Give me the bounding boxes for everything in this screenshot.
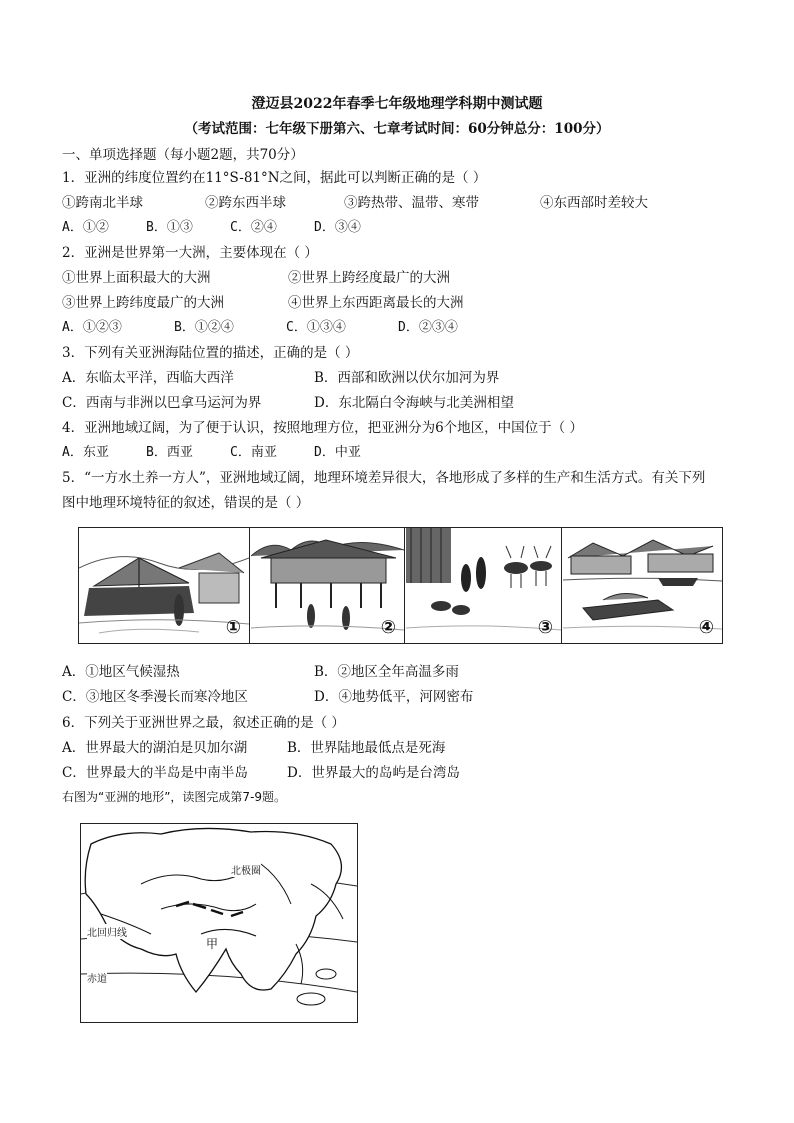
q2-answer-b: B．①②④ — [174, 320, 234, 335]
question-1-stem: 1．亚洲的纬度位置约在11°S-81°N之间，据此可以判断正确的是（ ） — [62, 170, 487, 186]
q5-photo-strip — [78, 527, 723, 644]
q1-option-2: ②跨东西半球 — [205, 195, 286, 211]
photo-4-number: ④ — [698, 617, 714, 638]
photo-2 — [251, 528, 405, 643]
q3-option-d: D．东北隔白令海峡与北美洲相望 — [314, 395, 514, 411]
map-intro: 右图为“亚洲的地形”，读图完成第7-9题。 — [62, 790, 287, 804]
q2-answers — [62, 316, 458, 335]
asia-map-drawing — [81, 824, 357, 1022]
q3-option-a: A．东临太平洋，西临大西洋 — [62, 370, 234, 386]
q1-answer-d: D．③④ — [314, 220, 361, 235]
q4-answer-c: C．南亚 — [230, 445, 277, 460]
photo-1-number: ① — [225, 617, 241, 638]
q2-answer-c: C．①③④ — [286, 320, 346, 335]
q5-option-d: D．④地势低平，河网密布 — [314, 689, 474, 705]
question-5-stem-1: 5．“一方水土养一方人”，亚洲地域辽阔，地理环境差异很大，各地形成了多样的生产和生活方式。有关下列 — [62, 470, 706, 486]
photo-3-number: ③ — [537, 617, 553, 638]
q6-option-a: A．世界最大的湖泊是贝加尔湖 — [62, 740, 248, 756]
q3-option-c: C．西南与非洲以巴拿马运河为界 — [62, 395, 262, 411]
q1-option-1: ①跨南北半球 — [62, 195, 143, 211]
q2-option-2: ②世界上跨经度最广的大洲 — [288, 270, 450, 286]
q1-option-3: ③跨热带、温带、寒带 — [344, 195, 479, 211]
arctic-circle-label: 北极圈 — [231, 862, 261, 877]
question-3-stem: 3．下列有关亚洲海陆位置的描述，正确的是（ ） — [62, 345, 359, 361]
q1-answer-b: B．①③ — [146, 220, 193, 235]
section-heading: 一、单项选择题（每小题2题，共70分） — [62, 147, 304, 163]
q6-option-c: C．世界最大的半岛是中南半岛 — [62, 765, 248, 781]
q5-option-a: A．①地区气候湿热 — [62, 664, 180, 680]
question-6-stem: 6．下列关于亚洲世界之最，叙述正确的是（ ） — [62, 715, 345, 731]
q2-option-4: ④世界上东西距离最长的大洲 — [288, 295, 464, 311]
q2-option-3: ③世界上跨纬度最广的大洲 — [62, 295, 224, 311]
q1-answer-c: C．②④ — [230, 220, 277, 235]
question-5-stem-2: 图中地理环境特征的叙述，错误的是（ ） — [62, 495, 310, 511]
q1-answers — [62, 216, 361, 235]
q1-answer-a: A．①② — [62, 220, 109, 235]
q2-answer-d: D．②③④ — [398, 320, 458, 335]
q6-option-b: B．世界陆地最低点是死海 — [287, 740, 446, 756]
q4-answer-a: A．东亚 — [62, 445, 109, 460]
exam-subtitle: （考试范围：七年级下册第六、七章考试时间：60分钟总分：100分） — [184, 121, 610, 137]
q6-option-d: D．世界最大的岛屿是台湾岛 — [287, 765, 460, 781]
tent-scene-image — [79, 528, 249, 643]
q5-option-b: B．②地区全年高温多雨 — [314, 664, 459, 680]
q1-option-4: ④东西部时差较大 — [540, 195, 648, 211]
q3-option-b: B．西部和欧洲以伏尔加河为界 — [314, 370, 500, 386]
photo-1 — [79, 528, 250, 643]
photo-2-number: ② — [380, 617, 396, 638]
q2-option-1: ①世界上面积最大的大洲 — [62, 270, 211, 286]
question-4-stem: 4．亚洲地域辽阔，为了便于认识，按照地理方位，把亚洲分为6个地区，中国位于（ ） — [62, 420, 583, 436]
q4-answer-b: B．西亚 — [146, 445, 193, 460]
q5-option-c: C．③地区冬季漫长而寒冷地区 — [62, 689, 248, 705]
jia-label: 甲 — [206, 937, 219, 951]
asia-terrain-map — [80, 823, 358, 1023]
q4-answer-d: D．中亚 — [314, 445, 361, 460]
question-2-stem: 2．亚洲是世界第一大洲，主要体现在（ ） — [62, 245, 318, 261]
photo-3 — [406, 528, 562, 643]
q4-answers — [62, 441, 361, 460]
exam-title: 澄迈县2022年春季七年级地理学科期中测试题 — [251, 96, 543, 112]
tropic-of-cancer-label: 北回归线 — [87, 924, 127, 939]
photo-4 — [563, 528, 722, 643]
equator-label: 赤道 — [87, 970, 107, 985]
q2-answer-a: A．①②③ — [62, 320, 122, 335]
